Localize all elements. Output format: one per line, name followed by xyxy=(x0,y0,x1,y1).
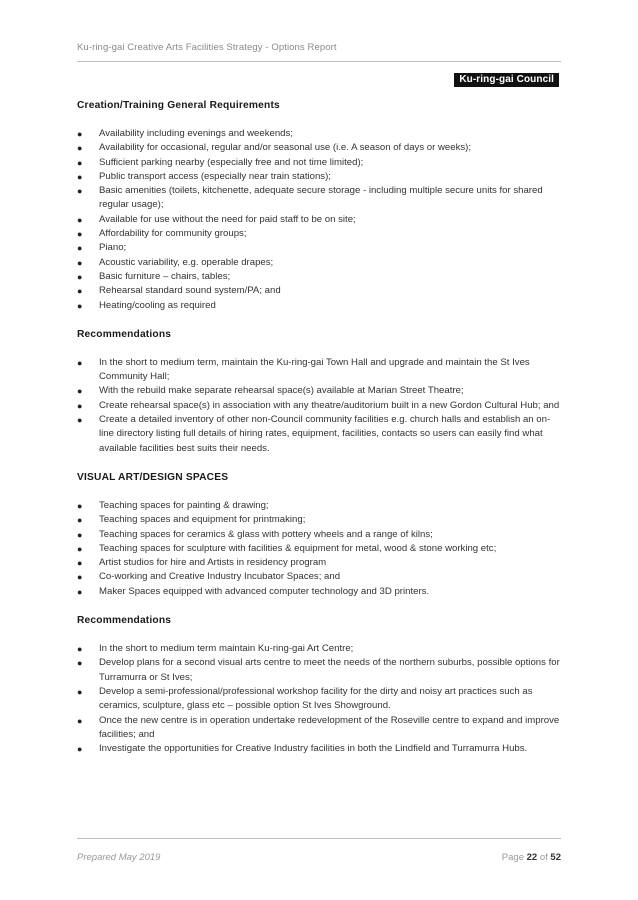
footer-divider xyxy=(77,838,561,839)
list-item-text: Public transport access (especially near train stations); xyxy=(99,170,331,182)
bullet-icon: ● xyxy=(77,572,83,583)
list-item xyxy=(77,284,563,298)
bullet-list xyxy=(77,642,563,756)
bullet-list xyxy=(77,356,563,456)
list-item-text: Teaching spaces for ceramics & glass with pottery wheels and a range of kilns; xyxy=(99,528,433,540)
list-item xyxy=(77,227,563,241)
list-item-text: Artist studios for hire and Artists in residency program xyxy=(99,557,327,569)
list-item-text: Maker Spaces equipped with advanced computer technology and 3D printers. xyxy=(99,585,430,597)
list-item xyxy=(77,384,563,398)
bullet-icon: ● xyxy=(77,386,83,397)
list-item-text: Availability including evenings and weekends; xyxy=(99,128,293,139)
list-item xyxy=(77,413,563,456)
bullet-icon: ● xyxy=(77,129,83,139)
bullet-icon: ● xyxy=(77,243,83,254)
list-item xyxy=(77,499,563,513)
list-item xyxy=(77,241,563,255)
bullet-list xyxy=(77,127,563,313)
list-item xyxy=(77,513,563,527)
bullet-icon: ● xyxy=(77,357,83,368)
bullet-icon: ● xyxy=(77,644,83,655)
document-body xyxy=(77,99,563,771)
list-item xyxy=(77,213,563,227)
list-item xyxy=(77,256,563,270)
bullet-icon: ● xyxy=(77,500,83,511)
list-item-text: Create a detailed inventory of other non-Council community facilities e.g. church halls and establish an on-line directory listing full details of hiring rates, equipment, facilities, contacts so users can easily find what available facilities best suits their needs. xyxy=(99,414,551,454)
list-item xyxy=(77,714,563,743)
list-item xyxy=(77,542,563,556)
document-header-title: Ku-ring-gai Creative Arts Facilities Strategy - Options Report xyxy=(77,42,337,53)
page-prefix: Page xyxy=(501,852,524,863)
bullet-icon: ● xyxy=(77,257,83,268)
bullet-list xyxy=(77,499,563,599)
bullet-icon: ● xyxy=(77,300,83,311)
list-item-text: Availability for occasional, regular and/or seasonal use (i.e. A season of days or weeks); xyxy=(99,142,472,154)
bullet-icon: ● xyxy=(77,143,83,154)
footer-page-number xyxy=(502,852,561,863)
list-item xyxy=(77,356,563,385)
bullet-icon: ● xyxy=(77,658,83,669)
section-heading: Creation/Training General Requirements xyxy=(77,100,280,111)
page-of: of xyxy=(539,852,548,863)
bullet-icon: ● xyxy=(77,558,83,569)
list-item-text: Once the new centre is in operation undertake redevelopment of the Roseville centre to expand and improve facilities; and xyxy=(99,714,560,740)
footer-prepared-date: Prepared May 2019 xyxy=(77,852,161,863)
list-item-text: Basic furniture – chairs, tables; xyxy=(99,270,231,282)
list-item-text: Sufficient parking nearby (especially free and not time limited); xyxy=(99,156,364,168)
bullet-icon: ● xyxy=(77,515,83,526)
list-item xyxy=(77,685,563,714)
list-item-text: Basic amenities (toilets, kitchenette, adequate secure storage - including multiple secure units for shared regular usage); xyxy=(99,185,543,211)
list-item-text: Piano; xyxy=(99,242,127,254)
list-item xyxy=(77,184,563,213)
list-item xyxy=(77,585,563,599)
list-item-text: Teaching spaces and equipment for printmaking; xyxy=(99,514,306,526)
list-item-text: Co-working and Creative Industry Incubator Spaces; and xyxy=(99,571,341,583)
list-item-text: Teaching spaces for sculpture with facilities & equipment for metal, wood & stone working etc; xyxy=(99,542,497,554)
list-item xyxy=(77,127,563,141)
list-item xyxy=(77,141,563,155)
list-item-text: Create rehearsal space(s) in association with any theatre/auditorium built in a new Gordon Cultural Hub; and xyxy=(99,399,560,411)
bullet-icon: ● xyxy=(77,400,83,411)
list-item xyxy=(77,399,563,413)
list-item xyxy=(77,156,563,170)
current-page: 22 xyxy=(526,852,538,863)
list-item-text: Develop plans for a second visual arts centre to meet the needs of the northern suburbs, possible options for Turramurra or St Ives; xyxy=(99,657,560,683)
list-item-text: Acoustic variability, e.g. operable drapes; xyxy=(99,256,274,268)
section-heading: Recommendations xyxy=(77,328,172,340)
bullet-icon: ● xyxy=(77,415,83,426)
bullet-icon: ● xyxy=(77,214,83,225)
section-heading: VISUAL ART/DESIGN SPACES xyxy=(77,471,229,483)
list-item-text: With the rebuild make separate rehearsal space(s) available at Marian Street Theatre; xyxy=(99,385,464,397)
bullet-icon: ● xyxy=(77,686,83,697)
list-item xyxy=(77,742,563,756)
list-item-text: In the short to medium term maintain Ku-ring-gai Art Centre; xyxy=(99,643,354,655)
list-item xyxy=(77,656,563,685)
section-heading: Recommendations xyxy=(77,615,172,627)
list-item-text: Develop a semi-professional/professional workshop facility for the dirty and noisy art practices such as ceramics, sculpture, glass etc – possible option St Ives Showground. xyxy=(99,685,533,712)
bullet-icon: ● xyxy=(77,715,83,726)
list-item-text: Investigate the opportunities for Creative Industry facilities in both the Lindfield and Turramurra Hubs. xyxy=(99,743,528,755)
list-item-text: Heating/cooling as required xyxy=(99,299,216,311)
list-item xyxy=(77,299,563,313)
bullet-icon: ● xyxy=(77,157,83,168)
bullet-icon: ● xyxy=(77,586,83,597)
list-item-text: Rehearsal standard sound system/PA; and xyxy=(99,285,281,297)
list-item-text: Available for use without the need for paid staff to be on site; xyxy=(99,213,356,225)
list-item xyxy=(77,642,563,656)
list-item xyxy=(77,556,563,570)
bullet-icon: ● xyxy=(77,229,83,240)
list-item xyxy=(77,528,563,542)
list-item xyxy=(77,270,563,284)
list-item xyxy=(77,570,563,584)
bullet-icon: ● xyxy=(77,186,83,197)
list-item xyxy=(77,170,563,184)
header-divider xyxy=(77,61,561,62)
bullet-icon: ● xyxy=(77,744,83,755)
bullet-icon: ● xyxy=(77,271,83,282)
bullet-icon: ● xyxy=(77,543,83,554)
list-item-text: In the short to medium term, maintain the Ku-ring-gai Town Hall and upgrade and maintain the St Ives Community Hall; xyxy=(99,356,530,383)
total-pages: 52 xyxy=(550,852,561,863)
council-logo: Ku-ring-gai Council xyxy=(454,73,559,87)
list-item-text: Teaching spaces for painting & drawing; xyxy=(99,499,269,511)
bullet-icon: ● xyxy=(77,286,83,297)
bullet-icon: ● xyxy=(77,529,83,540)
bullet-icon: ● xyxy=(77,171,83,182)
list-item-text: Affordability for community groups; xyxy=(99,228,247,240)
